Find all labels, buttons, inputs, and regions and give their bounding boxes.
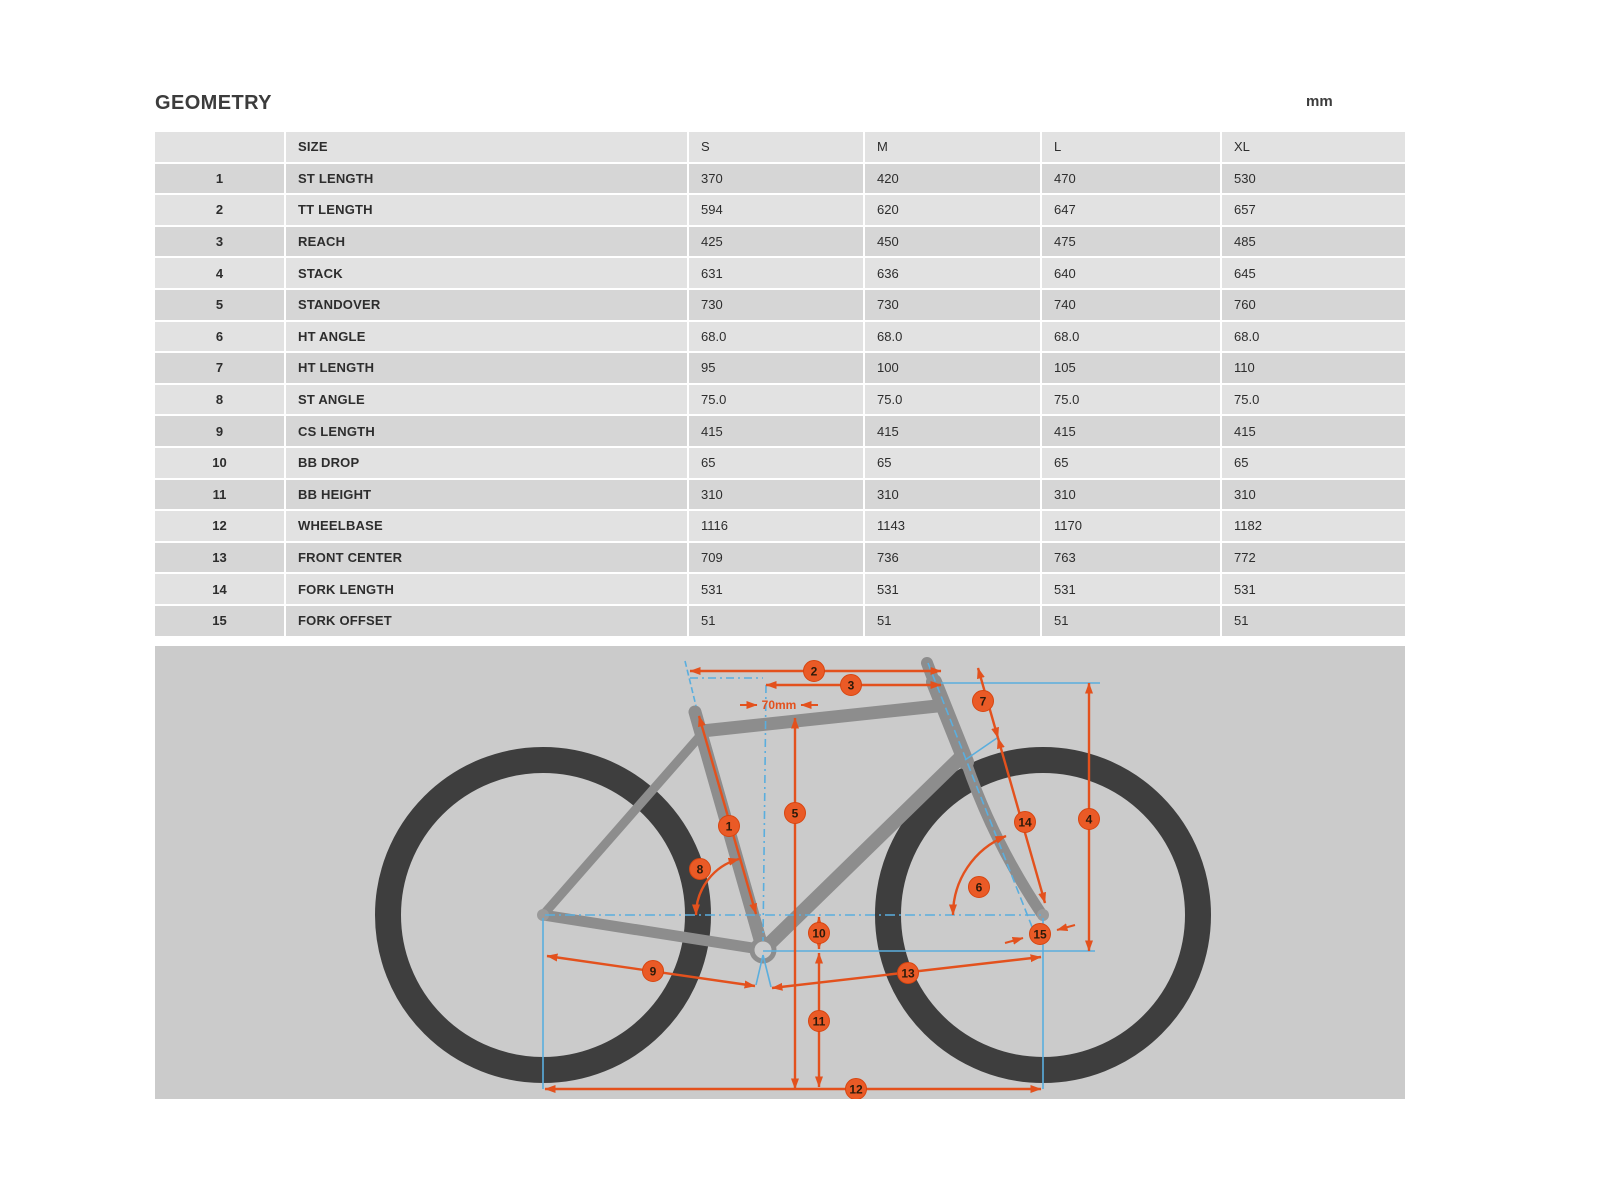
row-number-cell: 4 <box>155 257 285 289</box>
dim-marker-number: 7 <box>979 694 987 709</box>
value-cell-xl: 772 <box>1221 542 1405 574</box>
row-number-cell: 1 <box>155 163 285 195</box>
row-number-cell: 7 <box>155 352 285 384</box>
dim-marker-6 <box>969 877 990 898</box>
value-cell-xl: 760 <box>1221 289 1405 321</box>
value-cell-s: 594 <box>688 194 864 226</box>
header-row <box>155 132 1405 163</box>
value-cell-l: 475 <box>1041 226 1221 258</box>
table-row <box>155 447 1405 479</box>
dim-marker-number: 8 <box>696 862 704 877</box>
row-number-cell: 8 <box>155 384 285 416</box>
value-cell-s: 531 <box>688 573 864 605</box>
value-cell-l: 65 <box>1041 447 1221 479</box>
row-label-cell: FORK OFFSET <box>285 605 688 637</box>
value-cell-l: 105 <box>1041 352 1221 384</box>
value-cell-l: 763 <box>1041 542 1221 574</box>
value-cell-m: 636 <box>864 257 1041 289</box>
spacer-annotation: 70mm <box>761 698 797 712</box>
row-label-cell: CS LENGTH <box>285 415 688 447</box>
row-label-cell: ST ANGLE <box>285 384 688 416</box>
dim-marker-7 <box>973 691 994 712</box>
dim-marker-number: 14 <box>1018 815 1032 830</box>
table-row <box>155 573 1405 605</box>
value-cell-s: 1116 <box>688 510 864 542</box>
table-row <box>155 479 1405 511</box>
seat-axis-extension <box>685 661 696 706</box>
row-label-cell: FORK LENGTH <box>285 573 688 605</box>
dim-marker-2 <box>804 661 825 682</box>
value-cell-xl: 530 <box>1221 163 1405 195</box>
table-row <box>155 415 1405 447</box>
dim-marker-number: 11 <box>812 1014 826 1029</box>
value-cell-xl: 310 <box>1221 479 1405 511</box>
value-cell-s: 370 <box>688 163 864 195</box>
dim-marker-number: 6 <box>975 880 983 895</box>
down-tube <box>763 757 961 950</box>
value-cell-xl: 110 <box>1221 352 1405 384</box>
value-cell-xl: 415 <box>1221 415 1405 447</box>
geometry-diagram-panel <box>155 646 1405 1099</box>
value-cell-s: 415 <box>688 415 864 447</box>
value-cell-l: 740 <box>1041 289 1221 321</box>
row-number-cell: 5 <box>155 289 285 321</box>
table-row <box>155 257 1405 289</box>
value-cell-l: 640 <box>1041 257 1221 289</box>
value-cell-m: 1143 <box>864 510 1041 542</box>
dim-marker-number: 15 <box>1033 927 1047 942</box>
value-cell-xl: 1182 <box>1221 510 1405 542</box>
dim-marker-9 <box>643 961 664 982</box>
dim-marker-number: 9 <box>649 964 657 979</box>
value-cell-l: 51 <box>1041 605 1221 637</box>
row-label-cell: STANDOVER <box>285 289 688 321</box>
table-row <box>155 226 1405 258</box>
dim-marker-number: 5 <box>791 806 799 821</box>
value-cell-s: 51 <box>688 605 864 637</box>
table-row <box>155 510 1405 542</box>
value-cell-s: 68.0 <box>688 321 864 353</box>
value-cell-l: 68.0 <box>1041 321 1221 353</box>
row-label-cell: BB DROP <box>285 447 688 479</box>
column-header-size: SIZE <box>285 132 688 163</box>
table-row <box>155 321 1405 353</box>
row-number-cell: 3 <box>155 226 285 258</box>
dim-marker-14 <box>1015 812 1036 833</box>
dim-marker-number: 2 <box>810 664 818 679</box>
value-cell-s: 75.0 <box>688 384 864 416</box>
value-cell-xl: 51 <box>1221 605 1405 637</box>
dim-marker-10 <box>809 923 830 944</box>
value-cell-s: 310 <box>688 479 864 511</box>
row-label-cell: BB HEIGHT <box>285 479 688 511</box>
value-cell-m: 65 <box>864 447 1041 479</box>
dim-marker-13 <box>898 963 919 984</box>
geometry-diagram <box>155 646 1405 1099</box>
table-row <box>155 194 1405 226</box>
value-cell-l: 470 <box>1041 163 1221 195</box>
value-cell-m: 730 <box>864 289 1041 321</box>
geometry-table <box>155 132 1405 638</box>
value-cell-s: 65 <box>688 447 864 479</box>
dim-marker-number: 12 <box>849 1082 863 1097</box>
value-cell-m: 531 <box>864 573 1041 605</box>
row-number-cell: 9 <box>155 415 285 447</box>
value-cell-s: 709 <box>688 542 864 574</box>
page-title: GEOMETRY <box>155 92 272 114</box>
value-cell-m: 100 <box>864 352 1041 384</box>
row-number-cell: 10 <box>155 447 285 479</box>
row-label-cell: TT LENGTH <box>285 194 688 226</box>
value-cell-m: 310 <box>864 479 1041 511</box>
value-cell-xl: 657 <box>1221 194 1405 226</box>
dim-fork-offset-right-arrow <box>1057 925 1075 930</box>
chain-stay <box>543 915 759 949</box>
column-header-m: M <box>864 132 1041 163</box>
dim-marker-11 <box>809 1011 830 1032</box>
value-cell-m: 450 <box>864 226 1041 258</box>
value-cell-xl: 531 <box>1221 573 1405 605</box>
dim-marker-3 <box>841 675 862 696</box>
value-cell-m: 736 <box>864 542 1041 574</box>
value-cell-m: 51 <box>864 605 1041 637</box>
table-row <box>155 352 1405 384</box>
dim-marker-4 <box>1079 809 1100 830</box>
dim-marker-number: 1 <box>725 819 733 834</box>
value-cell-m: 75.0 <box>864 384 1041 416</box>
dim-marker-15 <box>1030 924 1051 945</box>
dim-marker-number: 4 <box>1085 812 1093 827</box>
row-label-cell: STACK <box>285 257 688 289</box>
table-row <box>155 289 1405 321</box>
table-row <box>155 605 1405 637</box>
dim-fork-offset-left-arrow <box>1005 938 1023 943</box>
head-tube <box>934 682 966 762</box>
value-cell-s: 95 <box>688 352 864 384</box>
value-cell-l: 531 <box>1041 573 1221 605</box>
value-cell-xl: 68.0 <box>1221 321 1405 353</box>
value-cell-xl: 65 <box>1221 447 1405 479</box>
value-cell-xl: 75.0 <box>1221 384 1405 416</box>
dim-marker-number: 10 <box>812 926 826 941</box>
table-row <box>155 542 1405 574</box>
row-label-cell: ST LENGTH <box>285 163 688 195</box>
row-label-cell: FRONT CENTER <box>285 542 688 574</box>
row-label-cell: HT LENGTH <box>285 352 688 384</box>
value-cell-l: 415 <box>1041 415 1221 447</box>
value-cell-l: 310 <box>1041 479 1221 511</box>
dim-marker-12 <box>846 1079 867 1100</box>
row-number-cell: 6 <box>155 321 285 353</box>
table-row <box>155 163 1405 195</box>
value-cell-s: 425 <box>688 226 864 258</box>
row-number-cell: 2 <box>155 194 285 226</box>
row-number-cell: 13 <box>155 542 285 574</box>
row-label-cell: HT ANGLE <box>285 321 688 353</box>
dim-marker-5 <box>785 803 806 824</box>
value-cell-s: 730 <box>688 289 864 321</box>
value-cell-xl: 645 <box>1221 257 1405 289</box>
table-row <box>155 384 1405 416</box>
column-header-l: L <box>1041 132 1221 163</box>
column-header-xl: XL <box>1221 132 1405 163</box>
row-number-cell: 11 <box>155 479 285 511</box>
row-label-cell: WHEELBASE <box>285 510 688 542</box>
dim-marker-1 <box>719 816 740 837</box>
corner-header-cell <box>155 132 285 163</box>
value-cell-m: 620 <box>864 194 1041 226</box>
row-label-cell: REACH <box>285 226 688 258</box>
row-number-cell: 14 <box>155 573 285 605</box>
value-cell-l: 75.0 <box>1041 384 1221 416</box>
value-cell-m: 415 <box>864 415 1041 447</box>
top-tube <box>702 706 937 731</box>
value-cell-xl: 485 <box>1221 226 1405 258</box>
row-number-cell: 12 <box>155 510 285 542</box>
value-cell-l: 1170 <box>1041 510 1221 542</box>
value-cell-s: 631 <box>688 257 864 289</box>
row-number-cell: 15 <box>155 605 285 637</box>
dim-marker-number: 13 <box>901 966 915 981</box>
value-cell-m: 420 <box>864 163 1041 195</box>
dim-marker-number: 3 <box>847 678 855 693</box>
table-body <box>155 163 1405 637</box>
steerer-stub <box>927 663 935 684</box>
table-header <box>155 132 1405 163</box>
value-cell-m: 68.0 <box>864 321 1041 353</box>
unit-label: mm <box>1306 93 1333 110</box>
dim-marker-8 <box>690 859 711 880</box>
value-cell-l: 647 <box>1041 194 1221 226</box>
column-header-s: S <box>688 132 864 163</box>
